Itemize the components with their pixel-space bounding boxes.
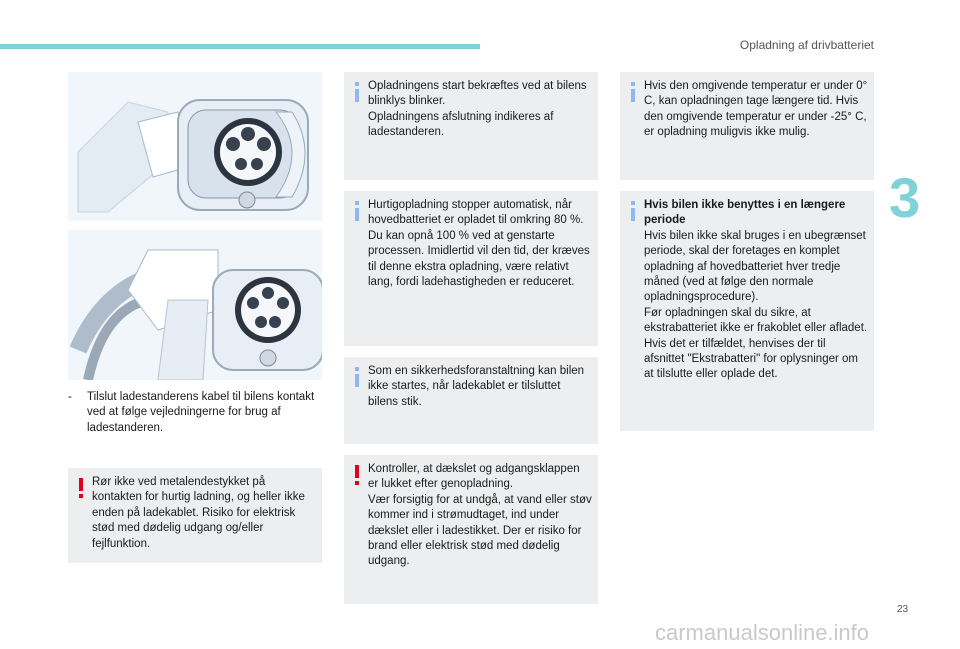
page-number: 23 bbox=[897, 604, 909, 615]
connect-cable-instruction bbox=[68, 390, 326, 436]
warning-box-metal-tip bbox=[68, 468, 322, 563]
header-accent-bar bbox=[0, 44, 480, 49]
warning-exclamation-icon bbox=[77, 478, 85, 498]
bullet-dash: - bbox=[68, 391, 72, 403]
chapter-number: 3 bbox=[889, 166, 921, 229]
section-title: Opladning af drivbatteriet bbox=[739, 38, 874, 52]
warning-exclamation-icon bbox=[353, 465, 361, 485]
watermark: carmanualsonline.info bbox=[655, 620, 870, 645]
info-text: Hurtigopladning stopper automatisk, når hovedbatteriet er opladet til omkring 80 %. Du kan opnå 100 % ved at genstarte processen. Imidlertid vil den tid, der kræves til denne ekstra opladning, være relativt lang, fordi ladehastigheden er reduceret. bbox=[368, 199, 590, 289]
connect-cable-text: Tilslut ladestanderens kabel til bilens kontakt ved at følge vejledningerne for brug af ladestanderen. bbox=[87, 391, 315, 434]
info-box-temperature bbox=[620, 72, 874, 180]
warning-text: Rør ikke ved metalendestykket på kontakten for hurtig ladning, og heller ikke enden på ladekablet. Risiko for elektrisk stød med dødelig udgang og/eller fejlfunktion. bbox=[92, 476, 305, 550]
info-box-long-storage bbox=[620, 191, 874, 431]
info-box-charging-start bbox=[344, 72, 598, 180]
charging-port-illustration bbox=[68, 72, 322, 221]
info-i-icon bbox=[353, 82, 361, 102]
charging-socket-open-illustration bbox=[68, 72, 322, 221]
info-i-icon bbox=[353, 367, 361, 387]
warning-text: Kontroller, at dækslet og adgangsklappen er lukket efter genopladning. Vær forsigtig for at undgå, at vand eller støv kommer ind i strømudtaget, ind under dækslet eller i ladestikket. Der er risiko for brand eller elektrisk stød med dødelig udgang. bbox=[368, 463, 592, 568]
info-text: Hvis den omgivende temperatur er under 0° C, kan opladningen tage længere tid. Hvis den omgivende temperatur er under -25° C, er opladning muligvis ikke mulig. bbox=[644, 80, 868, 139]
info-i-icon bbox=[629, 201, 637, 221]
info-box-safety-start bbox=[344, 357, 598, 444]
info-i-icon bbox=[629, 82, 637, 102]
warning-box-cover-closed bbox=[344, 455, 598, 604]
info-title: Hvis bilen ikke benyttes i en længere periode bbox=[644, 199, 846, 227]
info-box-fast-charging bbox=[344, 191, 598, 346]
info-text: Hvis bilen ikke skal bruges i en ubegrænset periode, skal der foretages en komplet opladning af hovedbatteriet hver tredje måned (ved at følge den normale opladningsprocedure). Før opladningen skal du sikre, at ekstrabatteriet ikke er frakoblet eller afladet. Hvis det er tilfældet, henvises der til afsnittet "Ekstrabatteri" for oplysninger om at tilslutte eller oplade det. bbox=[644, 229, 868, 381]
info-text: Som en sikkerhedsforanstaltning kan bilen ikke startes, når ladekablet er tilsluttet bilens stik. bbox=[368, 365, 585, 408]
info-i-icon bbox=[353, 201, 361, 221]
charging-plug-connected-illustration bbox=[68, 230, 322, 380]
info-text: Opladningens start bekræftes ved at bilens blinklys blinker. Opladningens afslutning indikeres af ladestanderen. bbox=[368, 80, 587, 139]
charging-port-with-plug-illustration bbox=[68, 230, 322, 380]
